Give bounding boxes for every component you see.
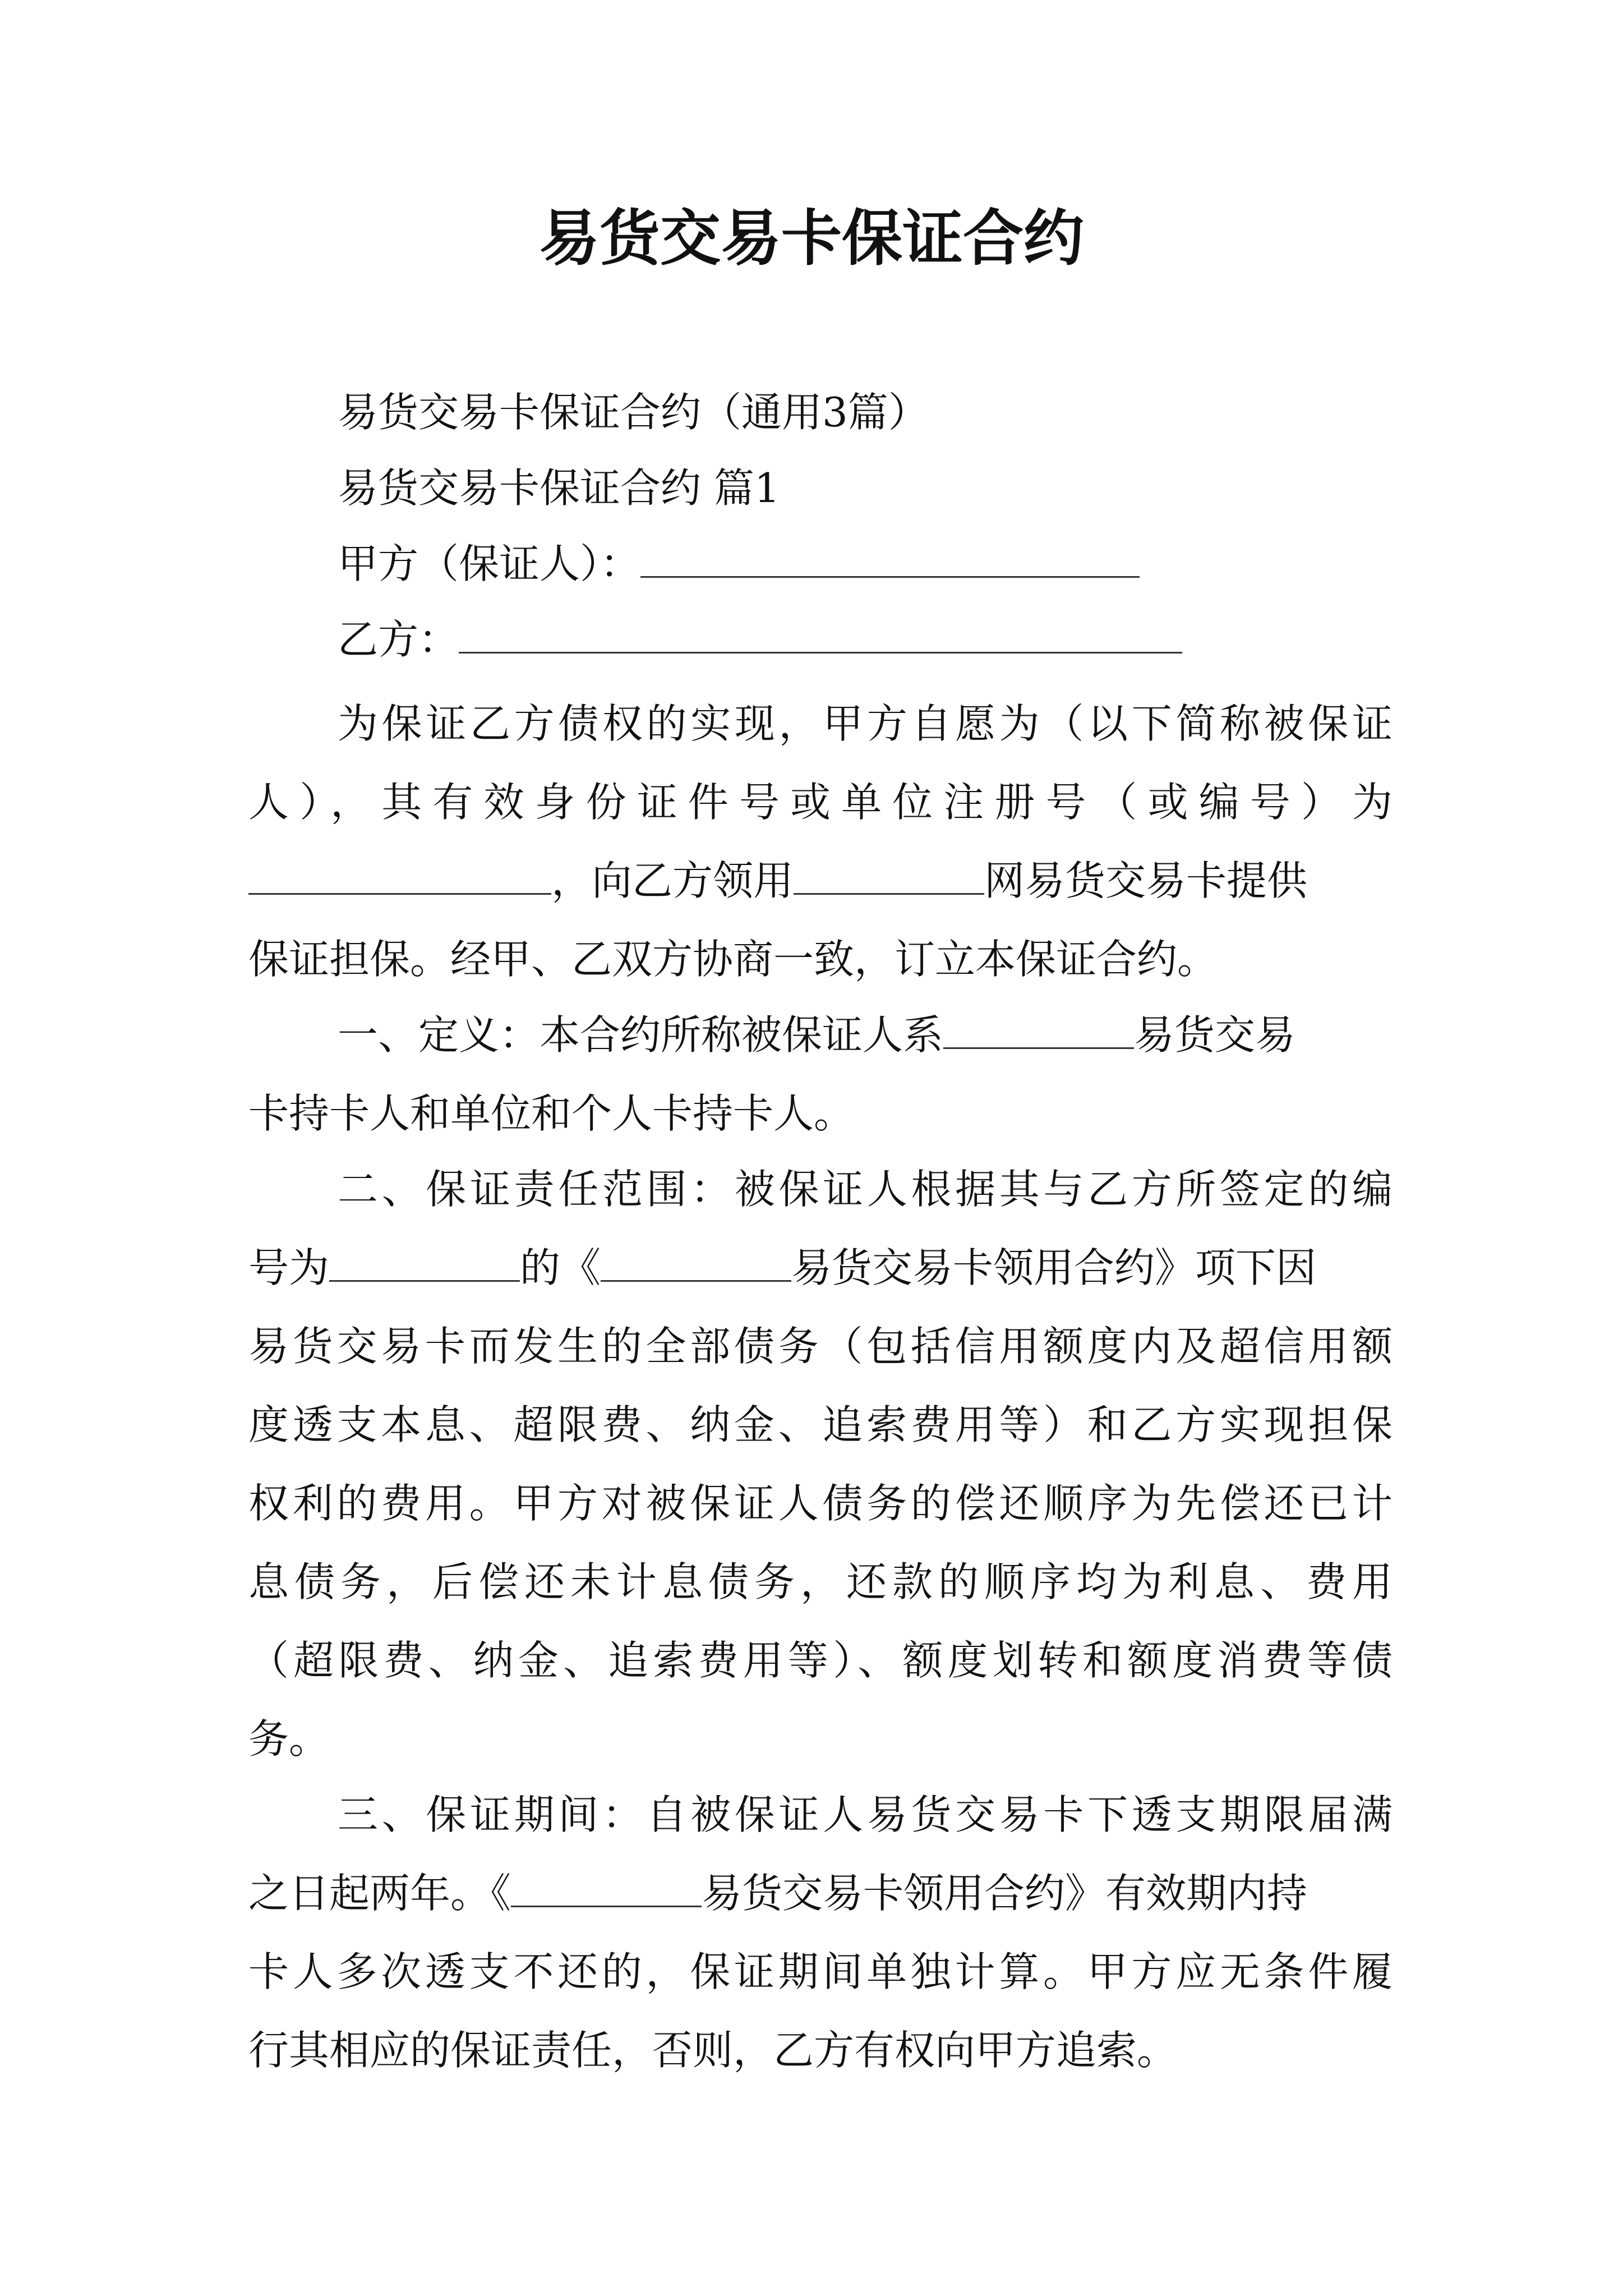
clause3-line-2a: 之日起两年。《 [248, 1870, 511, 1917]
clause2-line-2b: 的《 [520, 1244, 601, 1291]
intro-line-1: 为保证乙方债权的实现，甲方自愿为（以下简称被保证 [338, 700, 1393, 747]
contract-number-blank[interactable] [329, 1246, 520, 1282]
party-a-blank[interactable] [640, 542, 1140, 578]
clause3-line-2b: 易货交易卡领用合约》有效期内持 [702, 1870, 1308, 1917]
intro-line-2: 人），其有效身份证件号或单位注册号（或编号）为 [248, 779, 1393, 826]
clause2-line-2a: 号为 [248, 1244, 330, 1291]
clause2-line-2 [248, 1243, 1316, 1293]
clause2-line-4: 度透支本息、超限费、纳金、追索费用等）和乙方实现担保 [248, 1401, 1393, 1448]
clause2-line-6: 息债务，后偿还未计息债务，还款的顺序均为利息、费用 [248, 1558, 1393, 1605]
section-heading: 易货交易卡保证合约 篇1 [338, 464, 780, 512]
intro-line-3b: 网易货交易卡提供 [984, 857, 1308, 904]
clause1-line-2: 卡持卡人和单位和个人卡持卡人。 [248, 1090, 855, 1137]
clause2-line-8: 务。 [248, 1715, 330, 1763]
intro-line-3a: ，向乙方领用 [551, 857, 794, 904]
clause3-line-2 [248, 1868, 1307, 1918]
intro-line-3 [248, 855, 1307, 906]
party-b-label: 乙方： [338, 616, 459, 663]
document-title: 易货交易卡保证合约 [538, 203, 1084, 274]
clause2-line-7: （超限费、纳金、追索费用等）、额度划转和额度消费等债 [248, 1637, 1393, 1684]
document-subtitle: 易货交易卡保证合约（通用3篇） [338, 389, 929, 436]
clause2-line-2c: 易货交易卡领用合约》项下因 [791, 1244, 1317, 1291]
clause3-contract-blank[interactable] [511, 1872, 702, 1907]
party-b-line [338, 614, 1182, 665]
clause2-line-5: 权利的费用。甲方对被保证人债务的偿还顺序为先偿还已计 [248, 1480, 1393, 1527]
network-blank[interactable] [794, 859, 984, 895]
clause1-line-1b: 易货交易 [1134, 1011, 1296, 1059]
clause1-line-1a: 一、定义：本合约所称被保证人系 [338, 1011, 944, 1059]
clause1-line-1 [338, 1010, 1295, 1060]
party-a-line [338, 539, 1140, 589]
contract-name-blank[interactable] [601, 1246, 791, 1282]
clause3-line-1: 三、保证期间：自被保证人易货交易卡下透支期限届满 [338, 1791, 1393, 1838]
clause3-line-3: 卡人多次透支不还的，保证期间单独计算。甲方应无条件履 [248, 1948, 1393, 1995]
clause2-line-3: 易货交易卡而发生的全部债务（包括信用额度内及超信用额 [248, 1323, 1393, 1370]
intro-line-4: 保证担保。经甲、乙双方协商一致，订立本保证合约。 [248, 936, 1218, 983]
party-a-label: 甲方（保证人）： [338, 540, 641, 587]
party-b-blank[interactable] [459, 618, 1182, 654]
id-number-blank[interactable] [248, 859, 551, 895]
clause3-line-4: 行其相应的保证责任，否则，乙方有权向甲方追索。 [248, 2027, 1178, 2074]
clause1-blank[interactable] [943, 1014, 1134, 1049]
clause2-line-1: 二、保证责任范围：被保证人根据其与乙方所签定的编 [338, 1166, 1393, 1213]
